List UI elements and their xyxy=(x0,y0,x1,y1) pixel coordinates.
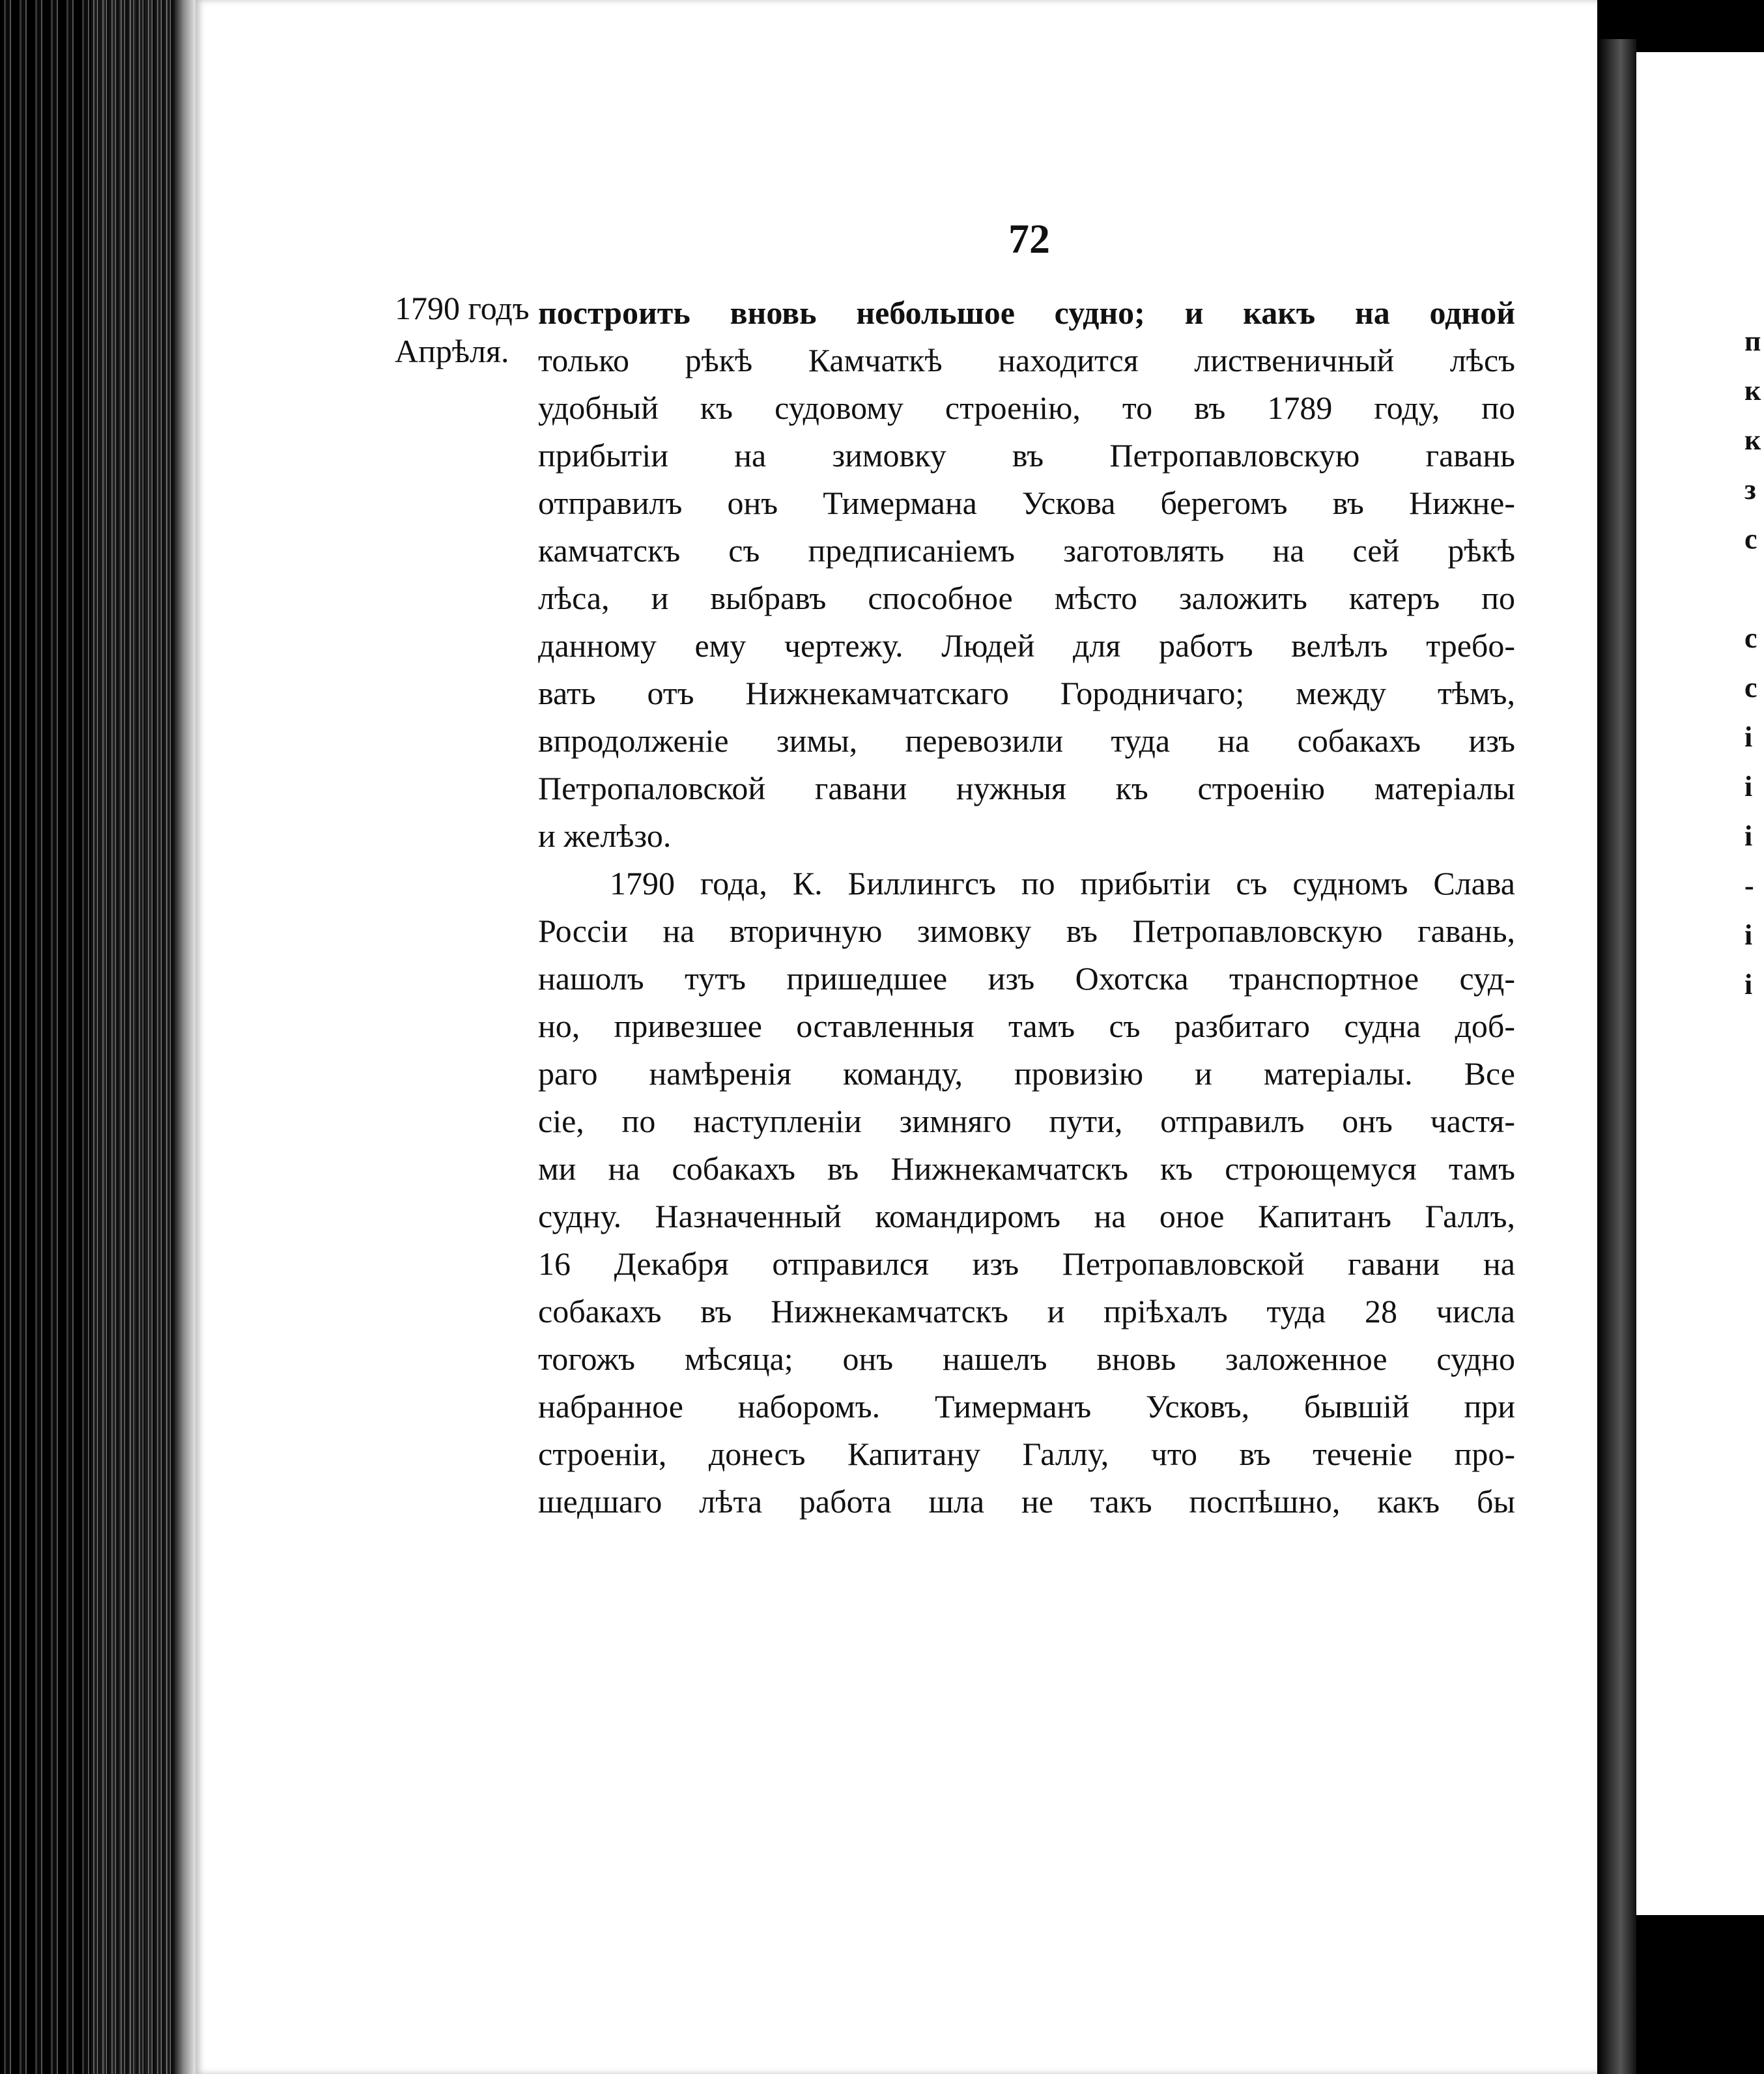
facing-page-fragment: і xyxy=(1744,771,1753,803)
facing-page-fragment: і xyxy=(1744,820,1753,852)
facing-page-fragment: і xyxy=(1744,919,1753,951)
text-line: раго намѣренія команду, провизію и матеріалы. Все xyxy=(538,1055,1515,1092)
text-line: 16 Декабря отправился изъ Петропавловской гавани на xyxy=(538,1245,1515,1282)
text-line: тогожъ мѣсяца; онъ нашелъ вновь заложенное судно xyxy=(538,1341,1515,1377)
text-line: впродолженіе зимы, перевозили туда на собакахъ изъ xyxy=(538,722,1515,759)
text-line: судну. Назначенный командиромъ на оное Капитанъ Галлъ, xyxy=(538,1198,1515,1234)
text-line: набранное наборомъ. Тимерманъ Усковъ, бывшій при xyxy=(538,1388,1515,1425)
text-line: лѣса, и выбравъ способное мѣсто заложить катеръ по xyxy=(538,580,1515,616)
facing-page-fragment xyxy=(1744,564,1764,614)
text-line: прибытіи на зимовку въ Петропавловскую гавань xyxy=(538,437,1515,474)
facing-page-fragment: с xyxy=(1744,523,1757,555)
text-line: нашолъ тутъ пришедшее изъ Охотска транспортное суд- xyxy=(538,960,1515,997)
facing-page-fragment: і xyxy=(1744,721,1753,753)
text-line: и желѣзо. xyxy=(538,817,672,854)
text-line: Россіи на вторичную зимовку въ Петропавловскую гавань, xyxy=(538,913,1515,949)
text-line: вать отъ Нижнекамчатскаго Городничаго; между тѣмъ, xyxy=(538,675,1515,711)
text-line: но, привезшее оставленныя тамъ съ разбитаго судна доб- xyxy=(538,1008,1515,1044)
text-line: 1790 года, К. Биллингсъ по прибытіи съ судномъ Слава xyxy=(610,865,1515,902)
margin-note-line: 1790 годъ xyxy=(395,290,530,326)
text-line: камчатскъ съ предписаніемъ заготовлять на сей рѣкѣ xyxy=(538,532,1515,569)
facing-page-fragment: - xyxy=(1744,870,1754,902)
facing-page-fragment: к xyxy=(1744,424,1761,456)
text-line: только рѣкѣ Камчаткѣ находится лиственичный лѣсъ xyxy=(538,342,1515,378)
facing-page-text-fragments xyxy=(1744,317,1764,1010)
text-line: удобный къ судовому строенію, то въ 1789 году, по xyxy=(538,390,1515,426)
text-line: строеніи, донесъ Капитану Галлу, что въ теченіе про- xyxy=(538,1436,1515,1472)
facing-page-edge xyxy=(1597,39,1636,2074)
facing-page-fragment: с xyxy=(1744,622,1757,654)
facing-page-fragment: і xyxy=(1744,969,1753,1001)
facing-page-fragment: к xyxy=(1744,375,1761,406)
text-line: данному ему чертежу. Людей для работъ велѣлъ требо- xyxy=(538,627,1515,664)
body-text xyxy=(538,289,1515,1526)
text-line: собакахъ въ Нижнекамчатскъ и пріѣхалъ туда 28 числа xyxy=(538,1293,1515,1329)
text-line: шедшаго лѣта работа шла не такъ поспѣшно, какъ бы xyxy=(538,1483,1515,1520)
margin-note xyxy=(395,287,538,373)
text-line: ми на собакахъ въ Нижнекамчатскъ къ строющемуся тамъ xyxy=(538,1150,1515,1187)
text-line: сіе, по наступленіи зимняго пути, отправилъ онъ частя- xyxy=(538,1103,1515,1139)
facing-page-fragment: п xyxy=(1744,325,1761,357)
page-edge-shadow xyxy=(175,0,197,2074)
text-line: отправилъ онъ Тимермана Ускова берегомъ въ Нижне- xyxy=(538,485,1515,521)
text-line: Петропаловской гавани нужныя къ строенію матеріалы xyxy=(538,770,1515,806)
margin-note-line: Апрѣля. xyxy=(395,333,509,369)
facing-page-fragment: з xyxy=(1744,474,1756,505)
facing-page-fragment: с xyxy=(1744,672,1757,703)
text-line: построить вновь небольшое судно; и какъ на одной xyxy=(538,294,1515,331)
page-number: 72 xyxy=(1008,216,1050,262)
